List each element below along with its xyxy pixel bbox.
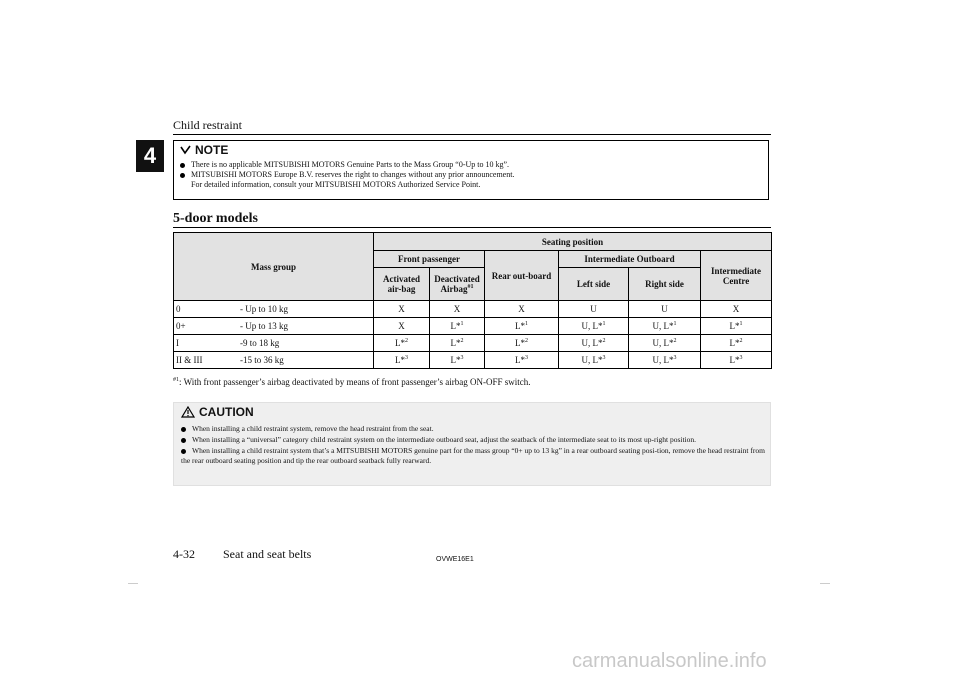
caution-heading-label: CAUTION (199, 405, 254, 419)
rear-outboard-header: Rear out-board (485, 251, 559, 301)
seat-cell: X (374, 318, 430, 335)
mass-group-label: II & III (176, 355, 203, 365)
section-divider (173, 227, 771, 228)
seat-cell: U, L*$^3$ (559, 352, 629, 369)
bullet-icon (180, 163, 185, 168)
bullet-icon (181, 438, 186, 443)
seat-cell: L*$^2$ (374, 335, 430, 352)
note-heading-label: NOTE (195, 143, 229, 157)
seat-cell: X (374, 301, 430, 318)
seat-cell: X (701, 301, 772, 318)
mass-group-label: I (176, 338, 179, 348)
mass-range-label: - Up to 13 kg (240, 321, 288, 331)
intermediate-outboard-header: Intermediate Outboard (559, 251, 701, 268)
seating-position-header: Seating position (374, 233, 772, 251)
seat-cell: U, L*$^2$ (559, 335, 629, 352)
note-continuation: For detailed information, consult your MITSUBISHI MOTORS Authorized Service Point. (191, 180, 481, 189)
crop-mark (128, 583, 138, 584)
right-side-header: Right side (629, 268, 701, 301)
seat-cell: X (430, 301, 485, 318)
mass-group-header: Mass group (174, 233, 374, 301)
chapter-tab: 4 (136, 140, 164, 172)
seat-cell: U, L*$^1$ (559, 318, 629, 335)
mass-range-label: -9 to 18 kg (240, 338, 280, 348)
seat-cell: L*$^2$ (430, 335, 485, 352)
seat-cell: L*$^3$ (374, 352, 430, 369)
note-item: MITSUBISHI MOTORS Europe B.V. reserves the right to changes without any prior announcement. (180, 170, 765, 180)
intermediate-centre-header: Intermediate Centre (701, 251, 772, 301)
seat-cell: U, L*$^1$ (629, 318, 701, 335)
section-title: 5-door models (173, 211, 258, 226)
warning-triangle-icon (181, 406, 195, 418)
table-row (174, 352, 772, 369)
seat-cell: L*$^1$ (430, 318, 485, 335)
bullet-icon (181, 449, 186, 454)
activated-airbag-header: Activated air-bag (374, 268, 430, 301)
seat-cell: X (485, 301, 559, 318)
mass-group-cell (174, 352, 374, 369)
child-seat-table (173, 232, 772, 369)
seat-cell: L*$^3$ (701, 352, 772, 369)
seat-cell: U (629, 301, 701, 318)
note-heading (180, 143, 228, 157)
document-code: OVWE16E1 (436, 556, 474, 563)
header-divider (173, 134, 771, 135)
caution-item: When installing a child restraint system that’s a MITSUBISHI MOTORS genuine part for the mass group “0+ up to 13 kg” in a rear outboard seating posi-tion, remove the head restraint from the rear outboard seating position and tip the rear outboard seatback fully rearward. (181, 446, 765, 465)
bullet-icon (180, 173, 185, 178)
mass-group-cell (174, 301, 374, 318)
mass-group-label: 0 (176, 304, 181, 314)
caution-item: When installing a “universal” category child restraint system on the intermediate outboard seat, adjust the seatback of the intermediate seat to its most up-right position. (181, 435, 765, 445)
left-side-header: Left side (559, 268, 629, 301)
page-footer-title: Seat and seat belts (223, 547, 312, 561)
note-body (180, 160, 765, 190)
running-header: Child restraint (173, 118, 242, 132)
mass-range-label: - Up to 10 kg (240, 304, 288, 314)
seat-cell: L*$^1$ (701, 318, 772, 335)
mass-group-cell (174, 335, 374, 352)
mass-group-cell (174, 318, 374, 335)
caution-body (181, 424, 765, 467)
footnote: $^{\#1}$: With front passenger’s airbag deactivated by means of front passenger’s airbag ON-OFF switch. (173, 377, 531, 387)
seat-cell: L*$^3$ (485, 352, 559, 369)
watermark: carmanualsonline.info (572, 650, 767, 672)
mass-group-label: 0+ (176, 321, 186, 331)
seat-cell: L*$^1$ (485, 318, 559, 335)
crop-mark (820, 583, 830, 584)
seat-cell: U, L*$^3$ (629, 352, 701, 369)
seat-cell: U (559, 301, 629, 318)
caution-heading (181, 405, 254, 419)
table-row (174, 301, 772, 318)
page-number: 4-32 (173, 547, 195, 561)
seat-cell: L*$^2$ (701, 335, 772, 352)
front-passenger-header: Front passenger (374, 251, 485, 268)
bullet-icon (181, 427, 186, 432)
table-row (174, 335, 772, 352)
note-pencil-icon (180, 145, 191, 155)
seat-cell: U, L*$^2$ (629, 335, 701, 352)
seat-cell: L*$^3$ (430, 352, 485, 369)
mass-range-label: -15 to 36 kg (240, 355, 284, 365)
note-item: There is no applicable MITSUBISHI MOTORS Genuine Parts to the Mass Group “0-Up to 10 kg”. (180, 160, 765, 170)
seat-cell: L*$^2$ (485, 335, 559, 352)
caution-item: When installing a child restraint system, remove the head restraint from the seat. (181, 424, 765, 434)
table-row (174, 318, 772, 335)
deactivated-airbag-header: Deactivated Airbag$^{\#1}$ (430, 268, 485, 301)
